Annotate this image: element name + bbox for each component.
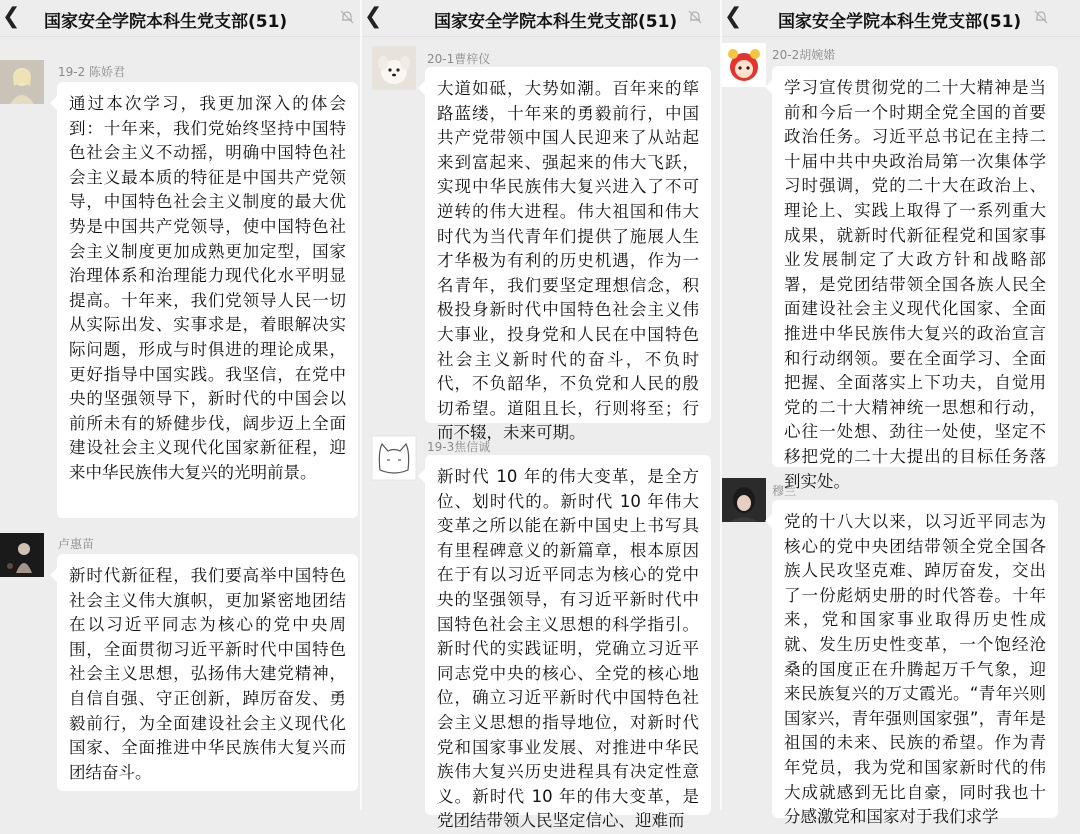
sender-name: 穆兰 [772, 484, 797, 498]
message-bubble[interactable]: 通过本次学习，我更加深入的体会到：十年来，我们党始终坚持中国特色社会主义不动摇，明确中国特色社会主义最本质的特征是中国共产党领导，中国特色社会主义制度的最大优势是中国共产党领导，使中国特色社会主义制度更加成熟更加定型，国家治理体系和治理能力现代化水平明显提高。十年来，我们党领导人民一切从实际出发、实事求是，着眼解决实际问题，形成与时俱进的理论成果，更好指导中国实践。我坚信，在党中央的坚强领导下，新时代的中国会以前所未有的矫健步伐，阔步迈上全面建设社会主义现代化国家新征程，迎来中华民族伟大复兴的光明前景。 [57, 82, 358, 518]
chat-title: 国家安全学院本科生党支部(51) [778, 12, 1022, 32]
sender-name: 卢惠苗 [58, 537, 95, 551]
chat-header [722, 0, 1080, 37]
back-arrow-icon[interactable]: ❮ [2, 4, 21, 29]
avatar[interactable] [372, 46, 416, 90]
back-arrow-icon[interactable]: ❮ [364, 4, 383, 29]
chat-title: 国家安全学院本科生党支部(51) [434, 12, 678, 32]
muted-bell-icon [340, 10, 354, 24]
message-bubble[interactable]: 新时代 10 年的伟大变革，是全方位、划时代的。新时代 10 年伟大变革之所以能在新中国史上书写具有里程碑意义的新篇章，根本原因在于有以习近平同志为核心的党中央的坚强领导，有习近平新时代中国特色社会主义思想的科学指引。新时代的实践证明，党确立习近平同志党中央的核心、全党的核心地位，确立习近平新时代中国特色社会主义思想的指导地位，对新时代党和国家事业发展、对推进中华民族伟大复兴历史进程具有决定性意义。新时代 10 年的伟大变革，是党团结带领人民坚定信心、迎难而 [425, 455, 711, 815]
chat-panel-3 [722, 0, 1080, 827]
message-bubble[interactable]: 党的十八大以来，以习近平同志为核心的党中央团结带领全党全国各族人民攻坚克难、踔厉奋发，交出了一份彪炳史册的时代答卷。十年来，党和国家事业取得历史性成就、发生历史性变革，一个饱经沧桑的国度正在升腾起万千气象，迎来民族复兴的万丈霞光。“青年兴则国家兴，青年强则国家强”，青年是祖国的未来、民族的希望。作为青年党员，我为党和国家新时代的伟大成就感到无比自豪，同时我也十分感激党和国家对于我们求学 [772, 500, 1058, 818]
avatar[interactable] [372, 436, 416, 480]
avatar[interactable] [722, 43, 766, 87]
sender-name: 19-3焦信诚 [427, 440, 491, 454]
sender-name: 19-2 陈娇君 [58, 65, 126, 79]
chat-header [0, 0, 360, 37]
sender-name: 20-2胡婉婼 [772, 48, 836, 62]
avatar[interactable] [0, 60, 44, 104]
back-arrow-icon[interactable]: ❮ [724, 4, 743, 29]
sender-name: 20-1曹梓仪 [427, 52, 491, 66]
message-bubble[interactable]: 大道如砥，大势如潮。百年来的筚路蓝缕，十年来的勇毅前行，中国共产党带领中国人民迎来了从站起来到富起来、强起来的伟大飞跃，实现中华民族伟大复兴进入了不可逆转的伟大进程。伟大祖国和伟大时代为当代青年们提供了施展人生才华极为有利的历史机遇，作为一名青年，我们要坚定理想信念，积极投身新时代中国特色社会主义伟大事业，投身党和人民在中国特色社会主义新时代的奋斗，不负时代，不负韶华，不负党和人民的殷切希望。道阻且长，行则将至；行而不辍，未来可期。 [425, 67, 711, 423]
chat-header [362, 0, 720, 37]
message-bubble[interactable]: 新时代新征程，我们要高举中国特色社会主义伟大旗帜，更加紧密地团结在以习近平同志为核心的党中央周围，全面贯彻习近平新时代中国特色社会主义思想，弘扬伟大建党精神，自信自强、守正创新，踔厉奋发、勇毅前行，为全面建设社会主义现代化国家、全面推进中华民族伟大复兴而团结奋斗。 [57, 554, 358, 791]
avatar[interactable] [0, 533, 44, 577]
avatar[interactable] [722, 478, 766, 522]
chat-panel-2 [362, 0, 720, 831]
muted-bell-icon [1034, 10, 1048, 24]
chat-panel-1 [0, 0, 360, 810]
message-bubble[interactable]: 学习宣传贯彻党的二十大精神是当前和今后一个时期全党全国的首要政治任务。习近平总书记在主持二十届中共中央政治局第一次集体学习时强调，党的二十大在政治上、理论上、实践上取得了一系列重大成果，就新时代新征程党和国家事业发展制定了大政方针和战略部署，是党团结带领全国各族人民全面建设社会主义现代化国家、全面推进中华民族伟大复兴的政治宣言和行动纲领。要在全面学习、全面把握、全面落实上下功夫，自觉用党的二十大精神统一思想和行动，心往一处想、劲往一处使，坚定不移把党的二十大提出的目标任务落到实处。 [772, 66, 1058, 467]
muted-bell-icon [688, 10, 702, 24]
chat-title: 国家安全学院本科生党支部(51) [44, 12, 288, 32]
